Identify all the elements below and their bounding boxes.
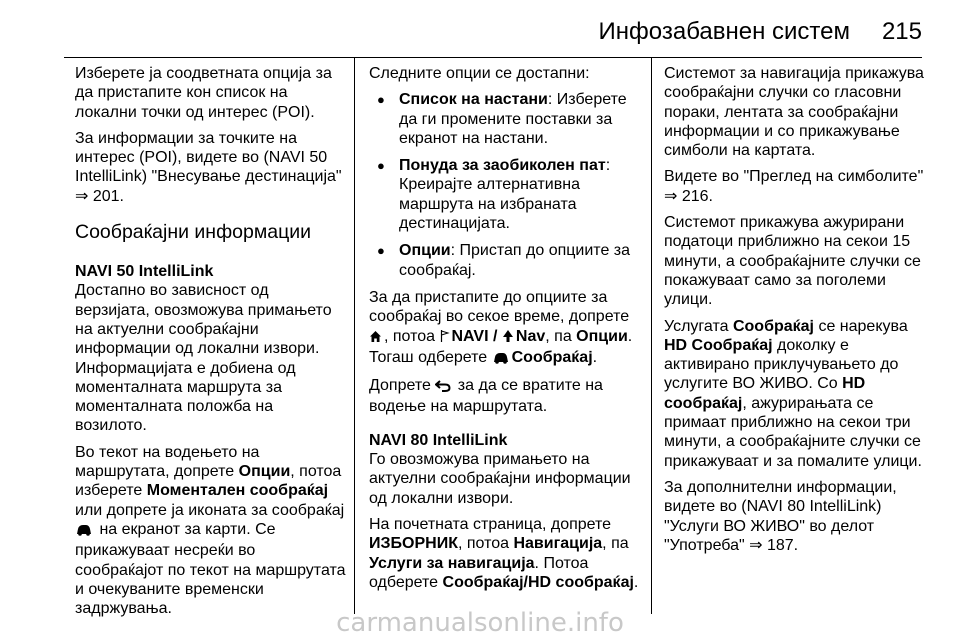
section-heading: Сообраќајни информации [75,221,312,244]
paragraph: Следните опции се достапни: [369,65,590,82]
navigation-arrow-icon [502,329,514,348]
page-reference[interactable]: 201. [92,187,124,205]
subheading: NAVI 80 IntelliLink [369,431,508,449]
flag-icon [440,329,450,348]
paragraph: NAVI 80 IntelliLink Го овозможува примањето на актуелни сообраќајни информации од локални извори. [369,431,631,507]
list-item: ● Опции: Пристап до опциите за сообраќај. [369,241,644,280]
paragraph: Видете во "Преглед на симболите" ⇒ 216. [664,168,924,205]
page-reference[interactable]: 187. [766,536,799,554]
paragraph: Системот прикажува ажурирани податоци приближно на секои 15 минути, а сообраќајните случки се покажуваат само за поголеми улици. [664,214,921,309]
column-1 [75,64,347,625]
paragraph: За да пристапите до опциите за сообраќај во секое време, допрете , потоа NAVI / Nav, па Опции. Тогаш одберете Сообраќај. [369,288,644,369]
page-reference[interactable]: 216. [681,187,713,205]
paragraph: Системот за навигација прикажува сообраќајни случки со гласовни пораки, лентата за сообраќајни информации и со прикажување симболи на картата. [664,65,924,160]
paragraph: На почетната страница, допрете ИЗБОРНИК, потоа Навигација, па Услуги за навигација. Потоа одберете Сообраќај/HD сообраќај. [369,515,639,591]
page-header-title: Инфозабавнен систем [598,18,850,45]
paragraph: За дополнителни информации, видете во (NAVI 80 IntelliLink) "Услуги ВО ЖИВО" во делот "Употреба" ⇒ 187. [664,478,897,554]
column-3 [664,64,934,562]
paragraph: Услугата Сообраќај се нарекува HD Сообраќај доколку е активирано приклучувањето до услугите ВО ЖИВО. Со HD сообраќај, ажурирањата се примаат приближно на секои три минути, а сообраќајните случки се прикажуваат и за помалите улици. [664,317,922,470]
column-divider-2 [651,58,652,614]
page-ref-arrow-icon: ⇒ [749,536,763,554]
paragraph: NAVI 50 IntelliLink Достапно во зависност од верзијата, овозможува примањето на актуелни сообраќајни информации од локални извори. Информацијата е добиена од моменталната маршрута за моменталната положба на возилото. [75,263,332,435]
list-item: ● Список на настани: Изберете да ги промените поставки за екранот на настани. [369,90,644,148]
options-list [369,90,644,280]
back-arrow-icon [435,378,451,397]
column-2 [369,64,644,599]
header-rule [64,57,922,58]
paragraph: Изберете ја соодветната опција за да пристапите кон список на локални точки од интерес (POI). [75,65,332,121]
traffic-car-icon [492,350,510,369]
traffic-car-icon [75,522,93,541]
page-ref-arrow-icon: ⇒ [664,187,678,205]
column-divider-1 [354,58,355,614]
subheading: NAVI 50 IntelliLink [75,263,214,281]
home-icon [369,329,382,348]
paragraph: Допрете за да се вратите на водење на маршрутата. [369,377,603,416]
watermark: carmanualsonline.info [336,608,624,638]
list-item: ● Понуда за заобиколен пат: Креирајте алтернативна маршрута на избраната дестинацијата. [369,156,644,233]
paragraph: Во текот на водењето на маршрутата, допрете Опции, потоа изберете Моментален сообраќај или допрете ја иконата за сообраќај на екранот за карти. Се прикажуваат несреќи во сообраќајот по текот на маршрутата и очекуваните временски задржувања. [75,443,346,618]
page-ref-arrow-icon: ⇒ [75,187,89,205]
paragraph: За информации за точките на интерес (POI), видете во (NAVI 50 IntelliLink) "Внесување дестинација" ⇒ 201. [75,129,342,205]
page-number: 215 [881,18,922,45]
